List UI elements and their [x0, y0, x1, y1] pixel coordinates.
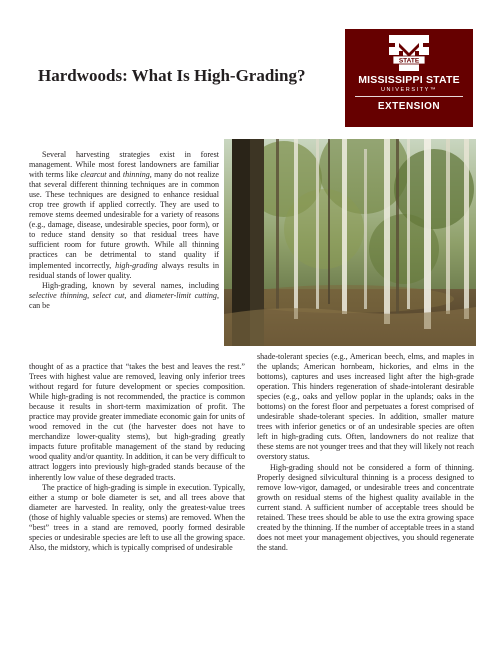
brand-division: EXTENSION [377, 101, 441, 112]
msu-extension-logo [345, 29, 473, 127]
page-title: Hardwoods: What Is High-Grading? [38, 66, 306, 85]
text-column-1 [29, 150, 219, 311]
paragraph-2-start: High-grading, known by several names, including selective thinning, select cut, and diameter-limit cutting, can be [29, 280, 219, 310]
text-column-1-lower [29, 362, 245, 553]
text-column-2 [257, 352, 474, 553]
paragraph-1: Several harvesting strategies exist in forest management. While most forest landowners are familiar with terms like clearcut and thinning, many do not realize that several different thinning techniques are in common use. These techniques are designed to enhance residual crop tree growth if applied correctly. They are used to remove stems deemed undesirable for a variety of reasons (e.g., damage, disease, undesirable species, poor form), or to reduce stand density so that residual trees have sufficient room for future growth. While all thinning practices can be detrimental to stand quality if implemented incorrectly, high-grading always results in residual stands of lower quality. [29, 150, 219, 280]
shield-text: STATE [398, 57, 420, 65]
forest-photo [224, 139, 476, 346]
brand-university: UNIVERSITY™ [380, 87, 438, 93]
brand-name: MISSISSIPPI STATE [358, 74, 460, 86]
paragraph-3-continued: shade-tolerant species (e.g., American beech, elms, and maples in the uplands; American hornbeam, hickories, and elms in the bottoms), captures and uses increased light after the high-grade operation. This hinders regeneration of shade-intolerant desirable species (e.g., oaks and yellow poplar in the uplands; oaks in the bottoms) on the forest floor and perpetuates a forest comprised of undesirable shade-tolerant species. In addition, smaller mature trees with inferior genetics or of an undesirable species are often left in high-grading cuts. Often, landowners do not realize that these stems are not younger trees and that they will likely not reach overstory status. [257, 352, 474, 462]
logo-divider [355, 96, 463, 97]
paragraph-4: High-grading should not be considered a form of thinning. Properly designed silvicultural thinning is a process designed to remove low-vigor, damaged, or undesirable trees and concentrate growth on residual stems of the highest quality available in the current stand. A sufficient number of acceptable trees should be retained. These trees should be able to use the extra growing space created by the thinning. If the number of acceptable trees in a stand does not meet your management objectives, you should regenerate the stand. [257, 462, 474, 552]
paragraph-3: The practice of high-grading is simple in execution. Typically, either a stump or bole diameter is set, and all trees above that diameter are harvested. In reality, only the greatest-value trees (those of highly valuable species or stems) are removed. When the “best” trees in a stand are removed, poorly formed desirable species or undesirable species are left to use all the growing space. Also, the midstory, which is typically comprised of undesirable [29, 482, 245, 552]
msu-shield-icon [385, 33, 433, 73]
paragraph-2-continued: thought of as a practice that “takes the best and leaves the rest.” Trees with highest value are removed, leaving only inferior trees without regard for future development or species composition. While high-grading is not recommended, the practice is common because it results in short-term maximization of profit. The practice may provide greater immediate economic gain for units of wood removed in the cut (the harvester does not have to merchandize lower-quality stems), but high-grading greatly impacts future profitable management of the stand by reducing wood quality and/or quantity. In addition, it can be very difficult to attract loggers into previously high-graded stands because of the inherently low value of these degraded tracts. [29, 362, 245, 482]
